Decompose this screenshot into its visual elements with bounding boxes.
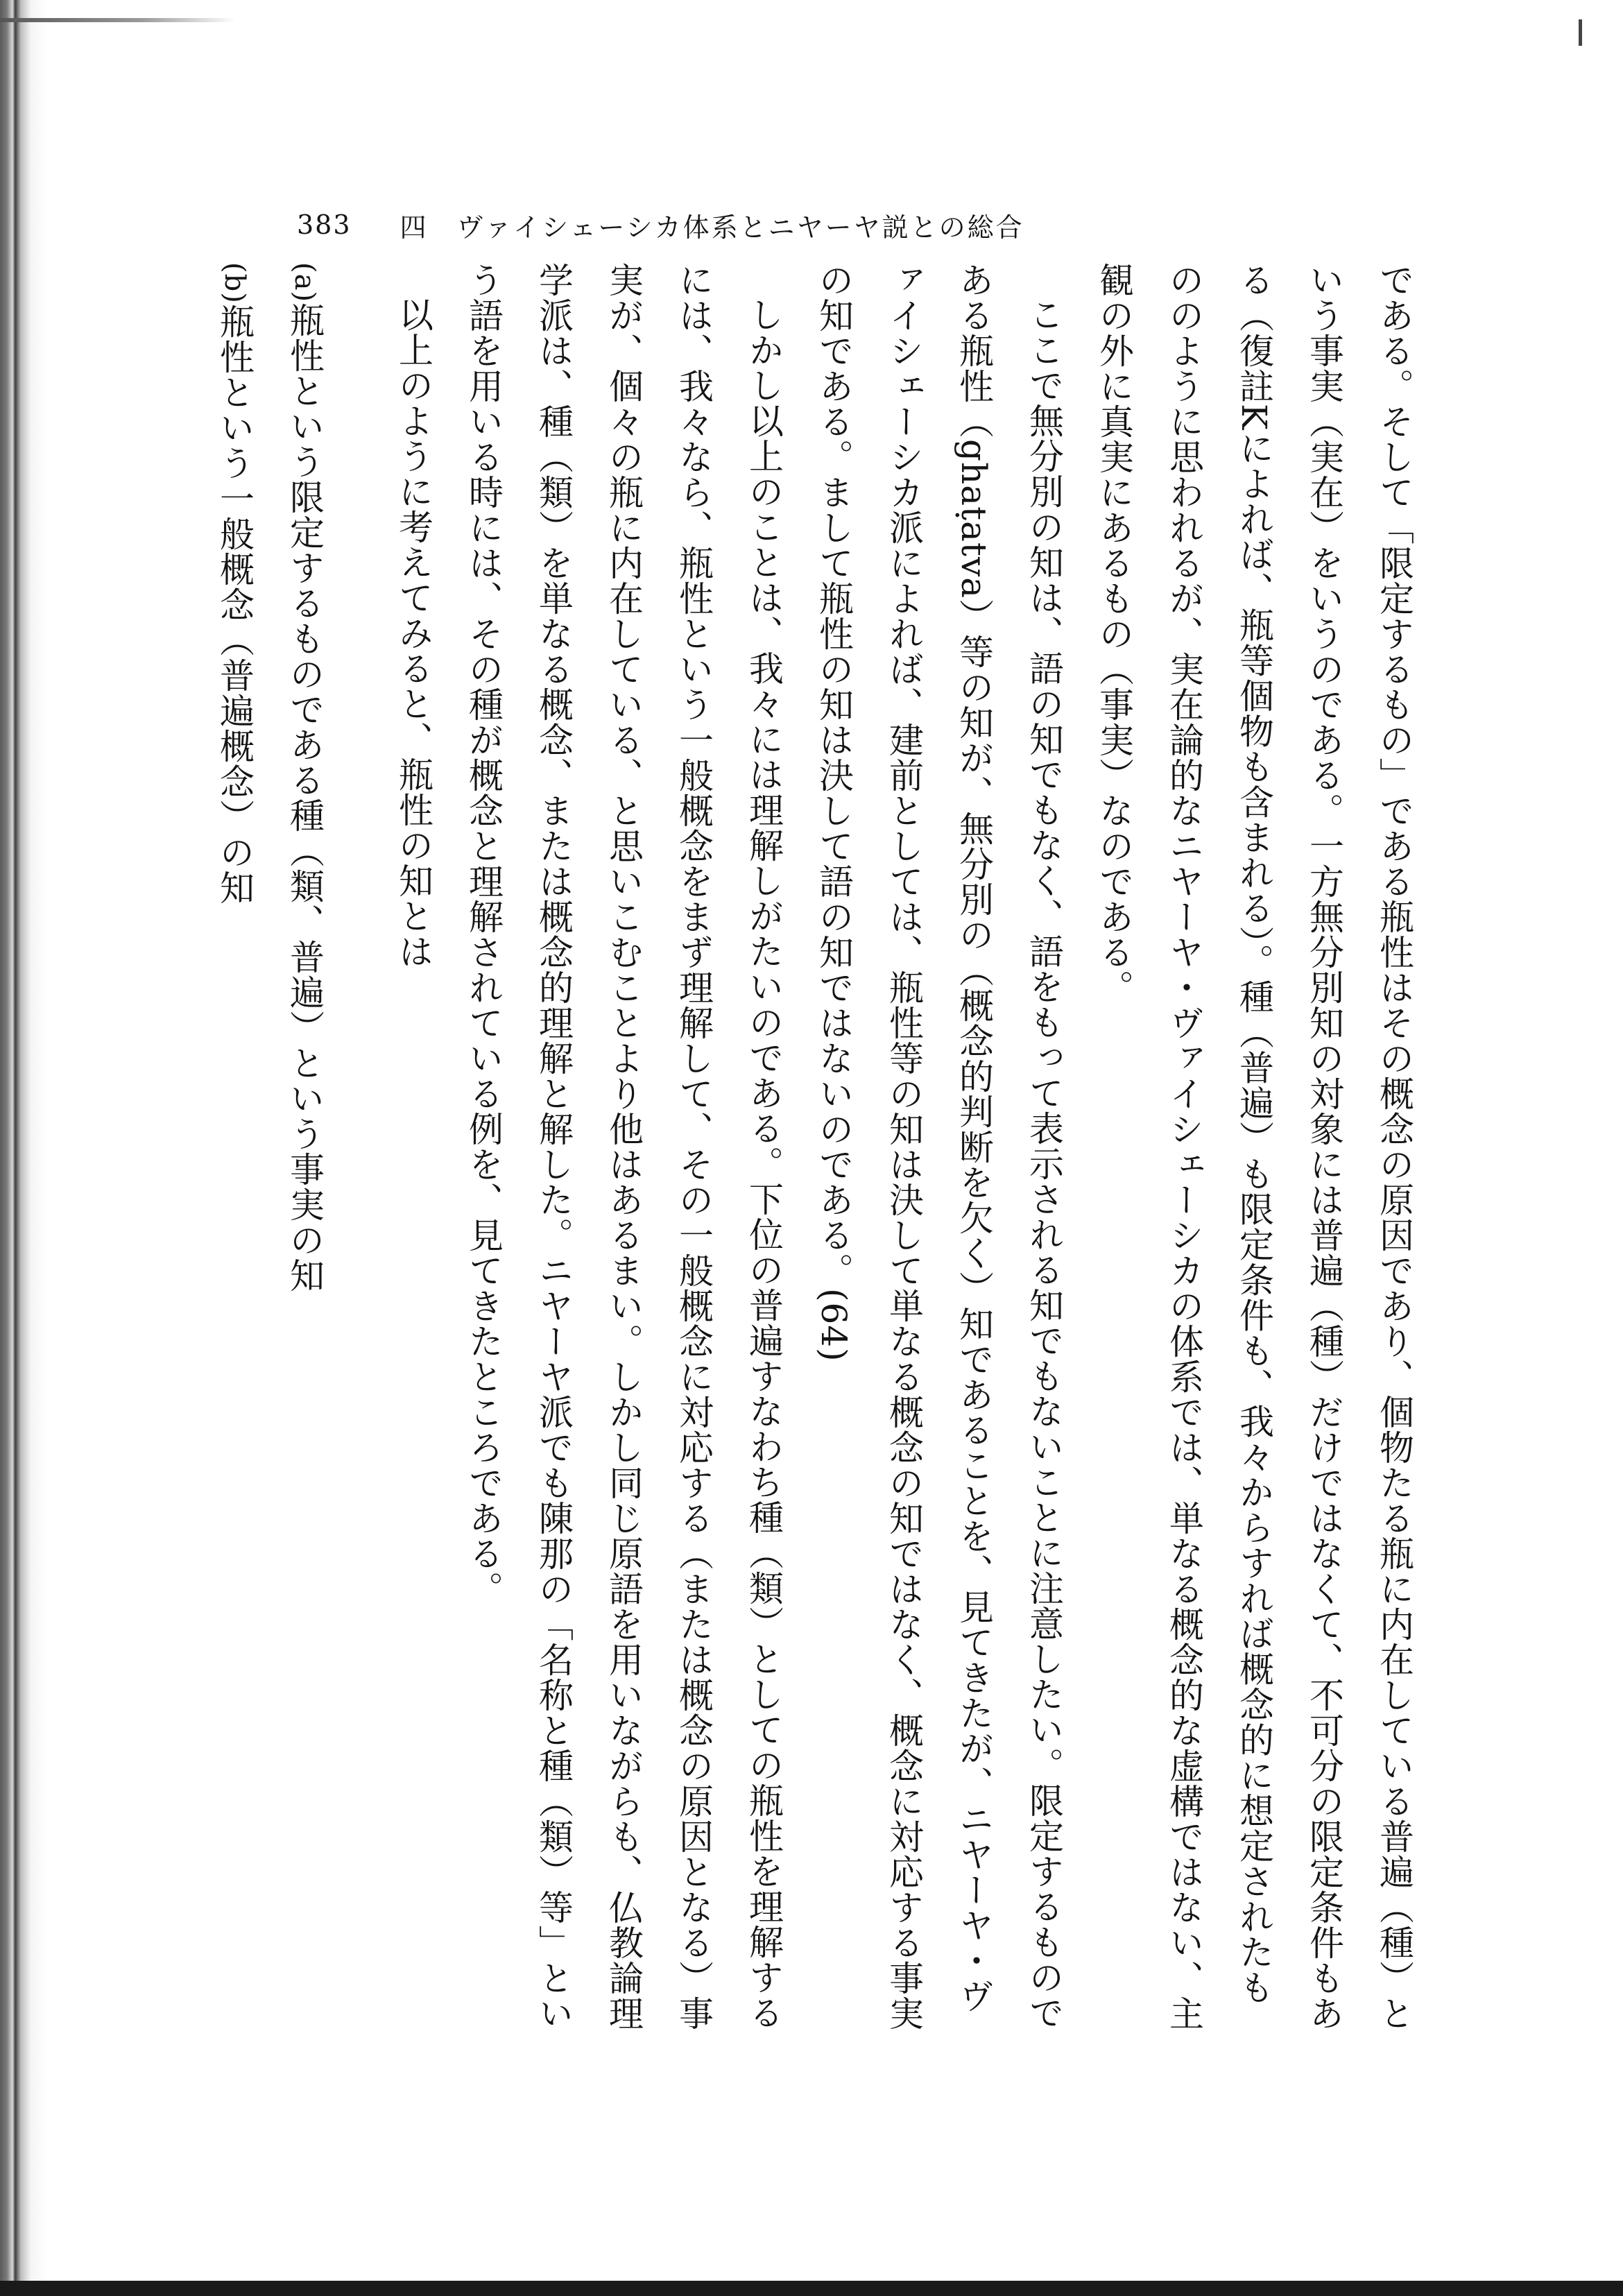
page-number: 383 xyxy=(297,209,352,240)
heading-b xyxy=(199,262,269,2038)
heading-a-text: 瓶性という限定するものである種（類、普遍）という事実の知 xyxy=(284,302,325,1294)
heading-b-label: (b) xyxy=(218,262,250,304)
paragraph-4: 以上のように考えてみると、瓶性の知とは xyxy=(393,297,433,969)
binding-edge xyxy=(0,0,47,2296)
heading-b-text: 瓶性という一般概念（普遍概念）の知 xyxy=(214,303,255,905)
scan-bottom-edge xyxy=(0,2281,1623,2296)
heading-a-label: (a) xyxy=(289,262,320,303)
scan-top-rule xyxy=(0,18,236,22)
heading-a xyxy=(269,262,339,2038)
paragraph-3: しかし以上のことは、我々には理解しがたいのである。下位の普遍すなわち種（類）としての瓶性を理解するには、我々なら、瓶性という一般概念をまず理解して、その一般概念に対応する（または概念の原因となる）事実が、個々の瓶に内在している、と思いこむことより他はあるまい。しかし同じ原語を用いながらも、仏教論理学派は、種（類）を単なる概念、または概念的理解と解した。ニヤーヤ派でも陳那の「名称と種（類）等」という語を用いる時には、その種が概念と理解されている例を、見てきたところである。 xyxy=(463,262,784,2031)
paragraph-2: ここで無分別の知は、語の知でもなく、語をもって表示される知でもないことに注意したい。限定するものである瓶性（ghaṭatva）等の知が、無分別の（概念的判断を欠く）知であることを、見てきたが、ニヤーヤ・ヴァイシェーシカ派によれば、建前としては、瓶性等の知は決して単なる概念の知ではなく、概念に対応する事実の知である。まして瓶性の知は決して語の知ではないのである。(64) xyxy=(814,262,1064,2031)
running-head xyxy=(297,203,1024,247)
paragraph-1: である。そして「限定するもの」である瓶性はその概念の原因であり、個物たる瓶に内在している普遍（種）という事実（実在）をいうのである。一方無分別知の対象には普遍（種）だけではなくて、不可分の限定条件もある（復註Kによれば、瓶等個物も含まれる）。種（普遍）も限定条件も、我々からすれば概念的に想定されたもののように思われるが、実在論的なニヤーヤ・ヴァイシェーシカの体系では、単なる概念的な虚構ではない、主観の外に真実にあるもの（事実）なのである。 xyxy=(1094,262,1414,2031)
vertical-body-text xyxy=(214,262,1429,2038)
scan-corner-mark xyxy=(1579,19,1582,46)
chapter-title: 四 ヴァイシェーシカ体系とニヤーヤ説との総合 xyxy=(400,212,1024,243)
